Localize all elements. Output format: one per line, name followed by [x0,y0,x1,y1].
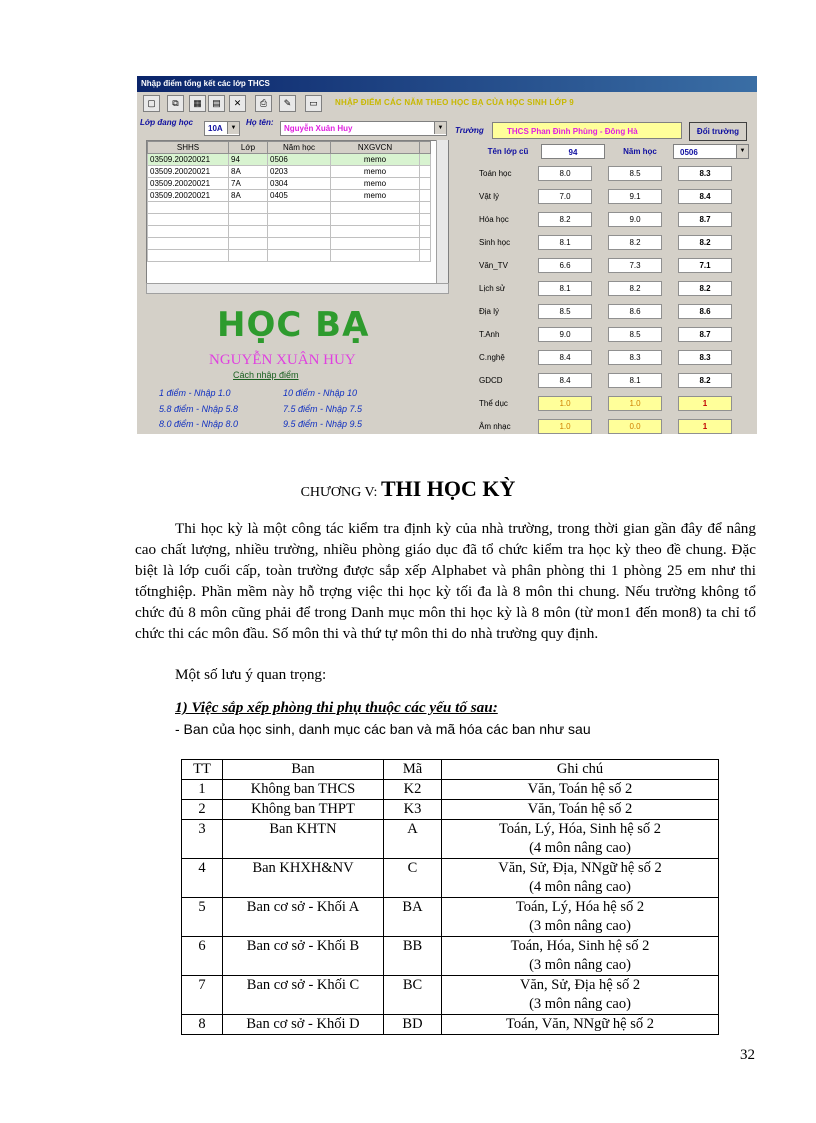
score-average[interactable]: 8.3 [678,166,732,181]
score-row [476,277,739,300]
app-screenshot [137,76,757,434]
guide-item: 10 điểm - Nhập 10 [283,388,358,398]
toolbar-title: NHẬP ĐIỂM CÁC NĂM THEO HỌC BẠ CỦA HỌC SINH LỚP 9 [335,98,574,107]
old-class-field[interactable]: 94 [541,144,605,159]
cell-ban: Ban KHXH&NV [223,859,384,898]
note-line: (3 môn nâng cao) [529,918,631,934]
note-line: (4 môn nâng cao) [529,879,631,895]
chevron-down-icon[interactable]: ▼ [227,122,239,134]
note-line: (4 môn nâng cao) [529,840,631,856]
guide-item: 5.8 điểm - Nhập 5.8 [159,404,239,414]
note-line: Toán, Hóa, Sinh hệ số 2 [510,938,650,954]
cell-ma: BC [384,976,442,1015]
guide-item: 7.5 điểm - Nhập 7.5 [283,404,363,414]
table-row [182,1015,719,1035]
section-note: - Ban của học sinh, danh mục các ban và mã hóa các ban như sau [175,721,591,737]
subject-name: Sinh học [479,238,511,247]
score-average[interactable]: 1 [678,396,732,411]
score-row [476,254,739,277]
print-icon[interactable]: ⎙ [255,95,272,112]
table-row [182,898,719,937]
year-value: 0506 [680,148,698,157]
year-label: Năm học [623,147,657,156]
subject-name: Lịch sử [479,284,506,293]
score-row [476,208,739,231]
score-sem1[interactable]: 9.0 [538,327,592,342]
col-header: Ghi chú [442,760,719,780]
table-row [182,780,719,800]
score-sem2[interactable]: 1.0 [608,396,662,411]
note-line: (3 môn nâng cao) [529,957,631,973]
score-sem1[interactable]: 7.0 [538,189,592,204]
score-sem2[interactable]: 8.6 [608,304,662,319]
section-title: 1) Việc sắp xếp phòng thi phụ thuộc các yếu tố sau: [175,699,498,716]
score-row [476,415,739,434]
score-sem1[interactable]: 8.2 [538,212,592,227]
score-average[interactable]: 7.1 [678,258,732,273]
col-header: Mã [384,760,442,780]
table-row[interactable]: 03509.20020021 8A 0203 memo [148,166,431,178]
cell-tt: 2 [182,800,223,820]
score-sem2[interactable]: 8.2 [608,281,662,296]
cell-note [442,1015,719,1035]
cell-tt: 8 [182,1015,223,1035]
score-sem2[interactable]: 8.1 [608,373,662,388]
cell-ma: A [384,820,442,859]
year-select[interactable] [673,144,749,159]
score-sem2[interactable]: 9.1 [608,189,662,204]
grid-icon[interactable]: ▦ [189,95,206,112]
chevron-down-icon[interactable]: ▼ [736,145,748,158]
table-row[interactable]: 03509.20020021 94 0506 memo [148,154,431,166]
guide-item: 8.0 điểm - Nhập 8.0 [159,419,239,429]
cell-ban: Ban cơ sở - Khối B [223,937,384,976]
score-row [476,392,739,415]
score-row [476,346,739,369]
cell-ma: BB [384,937,442,976]
table-row[interactable]: 03509.20020021 8A 0405 memo [148,190,431,202]
history-grid[interactable] [146,140,449,288]
grid-vertical-scrollbar[interactable] [436,140,448,286]
ban-table [181,759,719,1035]
copy-icon[interactable]: ⧉ [167,95,184,112]
cell-note [442,800,719,820]
table-row [182,800,719,820]
subject-name: Hóa học [479,215,509,224]
cell-ma: BD [384,1015,442,1035]
note-line: Văn, Toán hệ số 2 [527,801,633,817]
col-header: TT [182,760,223,780]
class-select[interactable] [204,121,240,136]
old-class-label: Tên lớp cũ [487,147,529,156]
page-number: 32 [740,1047,755,1063]
cell-ban: Không ban THPT [223,800,384,820]
guide-item: 9.5 điểm - Nhập 9.5 [283,419,363,429]
score-row [476,323,739,346]
cell-tt: 6 [182,937,223,976]
note-line: Văn, Sử, Địa, NNgữ hệ số 2 [498,860,662,876]
note-line: Văn, Sử, Địa hệ số 2 [519,977,641,993]
class-value: 10A [208,124,223,133]
notes-intro: Một số lưu ý quan trọng: [175,666,327,683]
score-sem2[interactable]: 8.2 [608,235,662,250]
score-row [476,185,739,208]
cell-note [442,898,719,937]
note-line: Toán, Lý, Hóa hệ số 2 [515,899,645,915]
chapter-prefix: CHƯƠNG V: [300,485,378,500]
score-sem1[interactable]: 8.5 [538,304,592,319]
cell-note [442,780,719,800]
note-line: Văn, Toán hệ số 2 [527,781,633,797]
score-sem2[interactable]: 9.0 [608,212,662,227]
export-icon[interactable]: ▤ [208,95,225,112]
score-sem1[interactable]: 8.1 [538,281,592,296]
score-average[interactable]: 8.2 [678,281,732,296]
edit-icon[interactable]: ✎ [279,95,296,112]
score-average[interactable]: 8.6 [678,304,732,319]
record-title: HỌC BẠ [217,305,370,345]
col-header[interactable]: Năm học [268,142,331,154]
name-value: Nguyễn Xuân Huy [284,124,353,133]
score-average[interactable]: 1 [678,419,732,434]
new-icon[interactable]: ▢ [143,95,160,112]
cell-ban: Ban KHTN [223,820,384,859]
score-row [476,369,739,392]
score-row [476,162,739,185]
table-row [182,937,719,976]
score-sem2[interactable]: 8.5 [608,327,662,342]
score-sem2[interactable]: 8.5 [608,166,662,181]
cell-ban: Ban cơ sở - Khối A [223,898,384,937]
subject-name: Vật lý [479,192,500,201]
score-row [476,231,739,254]
table-row [182,859,719,898]
subject-name: GDCD [479,376,503,385]
note-line: (3 môn nâng cao) [529,996,631,1012]
subject-name: T.Anh [479,330,500,339]
subject-name: Âm nhạc [479,422,511,431]
score-average[interactable]: 8.7 [678,212,732,227]
score-sem1[interactable]: 8.1 [538,235,592,250]
cell-tt: 3 [182,820,223,859]
score-row [476,300,739,323]
chevron-down-icon[interactable]: ▼ [434,122,446,134]
score-sem2[interactable]: 0.0 [608,419,662,434]
subject-name: Địa lý [479,307,500,316]
cell-note [442,859,719,898]
cell-ban: Không ban THCS [223,780,384,800]
table-row[interactable]: 03509.20020021 7A 0304 memo [148,178,431,190]
subject-name: Thể dục [479,399,508,408]
chapter-title: THI HỌC KỲ [380,476,516,501]
score-sem1[interactable]: 1.0 [538,396,592,411]
score-sem1[interactable]: 8.4 [538,373,592,388]
delete-icon[interactable]: ✕ [229,95,246,112]
change-school-button[interactable]: Đổi trường [689,122,747,141]
col-header[interactable]: SHHS [148,142,229,154]
score-sem2[interactable]: 8.3 [608,350,662,365]
score-average[interactable]: 8.2 [678,235,732,250]
table-row [182,976,719,1015]
toolbar [137,92,757,114]
score-average[interactable]: 8.4 [678,189,732,204]
score-sem1[interactable]: 1.0 [538,419,592,434]
score-average[interactable]: 8.3 [678,350,732,365]
cell-ma: C [384,859,442,898]
note-line: Toán, Văn, NNgữ hệ số 2 [506,1016,654,1032]
cell-ban: Ban cơ sở - Khối D [223,1015,384,1035]
table-row [182,820,719,859]
score-sem1[interactable]: 6.6 [538,258,592,273]
cell-ma: K2 [384,780,442,800]
subject-name: Văn_TV [479,261,508,270]
cell-tt: 1 [182,780,223,800]
cell-ma: K3 [384,800,442,820]
col-header[interactable]: NXGVCN [331,142,420,154]
howto-link[interactable]: Cách nhập điểm [233,370,299,380]
cell-note [442,937,719,976]
note-line: Toán, Lý, Hóa, Sinh hệ số 2 [498,821,662,837]
cell-ban: Ban cơ sở - Khối C [223,976,384,1015]
cell-tt: 5 [182,898,223,937]
cell-note [442,976,719,1015]
cell-tt: 7 [182,976,223,1015]
name-label: Họ tên: [246,118,274,127]
window-title: Nhập điểm tổng kết các lớp THCS [137,76,757,92]
col-header: Ban [223,760,384,780]
score-sem1[interactable]: 8.4 [538,350,592,365]
intro-paragraph: Thi học kỳ là một công tác kiểm tra định kỳ của nhà trường, trong thời gian gần đây để nâng cao chất lượng, nhiều trường, nhiều phòng giáo dục đã tổ chức kiểm tra học kỳ theo đề chung. Đặc biệt là lớp cuối cấp, toàn trường được sắp xếp Alphabet và phân phòng thi 1 phòng 25 em như thi tốtnghiệp. Phần mềm này hỗ trợng việc thi học kỳ tối đa là 8 môn thi chung. Nếu trường không tổ chức đủ 8 môn cũng phải để trong Danh mục môn thi học kỳ là 8 môn (từ mon1 đến mon8) ta chỉ tổ chức thi các môn đầu. Số môn thi và thứ tự môn thi do nhà trường quy định. [135,520,756,642]
school-field[interactable]: THCS Phan Đình Phùng - Đông Hà [492,122,682,139]
grid-horizontal-scrollbar[interactable] [146,283,449,294]
name-select[interactable] [280,121,447,136]
cell-ma: BA [384,898,442,937]
student-name: NGUYỄN XUÂN HUY [209,352,356,368]
cell-tt: 4 [182,859,223,898]
subject-name: Toán học [479,169,512,178]
score-average[interactable]: 8.2 [678,373,732,388]
guide-item: 1 điểm - Nhập 1.0 [159,388,231,398]
cell-note [442,820,719,859]
chapter-heading [0,476,816,502]
col-header[interactable]: Lớp [229,142,268,154]
folder-icon[interactable]: ▭ [305,95,322,112]
score-sem1[interactable]: 8.0 [538,166,592,181]
class-label: Lớp đang học [140,118,193,127]
score-sem2[interactable]: 7.3 [608,258,662,273]
subject-name: C.nghệ [479,353,505,362]
school-label: Trường [455,126,484,135]
score-average[interactable]: 8.7 [678,327,732,342]
